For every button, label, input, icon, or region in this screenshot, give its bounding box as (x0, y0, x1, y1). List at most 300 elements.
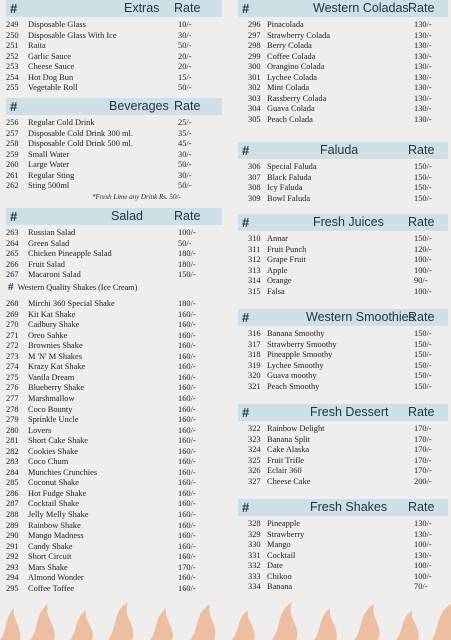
item-price: 160/- (178, 520, 196, 530)
item-number: 319 (248, 360, 261, 370)
item-number: 294 (6, 573, 19, 583)
item-price: 120/- (414, 244, 432, 254)
item-number: 262 (6, 181, 19, 191)
item-number: 274 (6, 362, 19, 372)
menu-item-row (6, 341, 221, 351)
menu-item-row (248, 361, 448, 371)
item-price: 160/- (178, 583, 196, 593)
section-hash: # (242, 405, 250, 420)
item-price: 130/- (414, 72, 432, 82)
item-name: Peach Smoothy (267, 381, 320, 391)
item-number: 313 (248, 265, 261, 275)
menu-item-row (6, 310, 221, 320)
menu-item-row (248, 477, 448, 487)
item-price: 50/- (178, 83, 192, 93)
menu-item-row (6, 447, 221, 457)
item-price: 150/- (414, 162, 432, 171)
item-number: 322 (248, 424, 261, 433)
item-name: Chikoo (267, 571, 292, 581)
item-number: 263 (6, 228, 19, 237)
section-hash: # (242, 500, 250, 515)
item-price: 130/- (414, 83, 432, 93)
item-name: Coffee Toffee (28, 583, 75, 593)
item-number: 315 (248, 286, 261, 296)
item-number: 328 (248, 519, 261, 528)
menu-item-row (248, 173, 448, 183)
menu-item-row (248, 561, 448, 571)
menu-item-row (6, 73, 221, 83)
item-name: Orange (267, 276, 292, 286)
menu-item-row (248, 382, 448, 392)
item-number: 272 (6, 341, 19, 351)
item-name: Apple (267, 265, 288, 275)
item-number: 271 (6, 330, 19, 340)
item-price: 130/- (414, 51, 432, 61)
item-name: Disposable Cold Drink 300 ml. (28, 128, 133, 138)
menu-item-row (6, 426, 221, 436)
menu-item-row (6, 394, 221, 404)
item-number: 323 (248, 434, 261, 444)
item-name: Mars Shake (28, 562, 68, 572)
section-subheader-shakes (8, 282, 137, 293)
item-name: Grape Fruit (267, 255, 306, 265)
item-name: Peach Colada (267, 114, 313, 124)
item-number: 302 (248, 83, 261, 93)
menu-item-row (6, 181, 221, 191)
menu-item-row (6, 52, 221, 62)
item-name: Small Water (28, 149, 70, 159)
item-number: 332 (248, 561, 261, 571)
item-number: 318 (248, 350, 261, 360)
item-price: 160/- (178, 457, 196, 467)
item-number: 266 (6, 259, 19, 269)
item-name: Fruit Salad (28, 259, 65, 269)
item-number: 249 (6, 20, 19, 29)
item-name: Special Faluda (267, 162, 317, 171)
item-price: 20/- (178, 51, 192, 61)
item-name: Large Water (28, 160, 70, 170)
menu-item-row (248, 104, 448, 114)
item-number: 280 (6, 425, 19, 435)
item-number: 250 (6, 30, 19, 40)
menu-item-row (248, 445, 448, 455)
item-number: 251 (6, 41, 19, 51)
menu-item-row (6, 171, 221, 181)
rate-header: Rate (174, 99, 201, 113)
item-price: 160/- (178, 552, 196, 562)
item-name: Berry Colada (267, 41, 312, 51)
item-name: Munchies Crunchies (28, 467, 98, 477)
item-price: 160/- (178, 425, 196, 435)
section-header-extras (6, 0, 222, 17)
rate-header: Rate (408, 1, 435, 15)
item-number: 275 (6, 372, 19, 382)
section-title-smoothies: Western Smoothies (306, 310, 415, 324)
item-price: 130/- (414, 41, 432, 51)
menu-item-row (248, 530, 448, 540)
item-name: Black Faluda (267, 172, 312, 182)
item-price: 50/- (178, 238, 192, 248)
menu-item-row (6, 405, 221, 415)
item-price: 130/- (414, 529, 432, 539)
item-name: Banana (267, 582, 293, 592)
item-name: Mango (267, 540, 291, 550)
item-price: 160/- (178, 404, 196, 414)
menu-item-row (248, 350, 448, 360)
item-number: 295 (6, 583, 19, 593)
item-name: Coffee Colada (267, 51, 316, 61)
item-number: 259 (6, 149, 19, 159)
item-name: Fruit Trifle (267, 455, 304, 465)
item-price: 100/- (414, 286, 432, 296)
item-number: 257 (6, 128, 19, 138)
item-price: 170/- (414, 455, 432, 465)
section-header-freshshakes (238, 499, 448, 516)
item-number: 326 (248, 466, 261, 476)
item-price: 150/- (414, 193, 432, 203)
item-name: Guava Colada (267, 104, 315, 114)
item-number: 300 (248, 62, 261, 72)
item-price: 100/- (414, 265, 432, 275)
item-name: Regular Cold Drink (28, 118, 95, 127)
item-price: 180/- (178, 249, 196, 259)
item-price: 160/- (178, 341, 196, 351)
item-number: 289 (6, 520, 19, 530)
menu-item-row (6, 139, 221, 149)
menu-item-row (6, 320, 221, 330)
item-number: 316 (248, 329, 261, 338)
item-number: 301 (248, 72, 261, 82)
item-name: Falsa (267, 286, 285, 296)
menu-item-row (248, 41, 448, 51)
item-price: 130/- (414, 519, 432, 528)
item-number: 270 (6, 320, 19, 330)
item-price: 160/- (178, 499, 196, 509)
item-name: Eclair 360 (267, 466, 302, 476)
item-name: Strawberry Smoothy (267, 339, 337, 349)
item-name: Hot Fudge Shake (28, 488, 87, 498)
rate-header: Rate (408, 215, 435, 229)
item-number: 279 (6, 415, 19, 425)
item-price: 35/- (178, 128, 192, 138)
section-header-dessert (238, 404, 448, 421)
item-name: Short Cake Shake (28, 436, 89, 446)
item-name: Jelly Melly Shake (28, 510, 89, 519)
item-price: 100/- (414, 561, 432, 571)
item-name: Pineapple Smoothy (267, 350, 333, 360)
rate-header: Rate (408, 405, 435, 419)
item-name: Lovers (28, 425, 52, 435)
item-name: Vanila Dream (28, 372, 75, 382)
menu-item-row (248, 435, 448, 445)
menu-item-row (6, 436, 221, 446)
item-price: 200/- (414, 476, 432, 486)
item-price: 150/- (414, 371, 432, 381)
item-price: 150/- (414, 183, 432, 193)
item-price: 25/- (178, 118, 192, 127)
item-name: Cookies Shake (28, 446, 79, 456)
item-number: 288 (6, 510, 19, 519)
item-name: Disposable Glass (28, 20, 86, 29)
flame-border-decoration (0, 600, 451, 640)
menu-item-row (6, 228, 221, 238)
section-hash: # (10, 1, 18, 16)
section-header-coladas (238, 0, 448, 17)
item-price: 130/- (414, 62, 432, 72)
menu-item-row (6, 41, 221, 51)
rate-header: Rate (408, 143, 435, 157)
item-name: Pineapple (267, 519, 301, 528)
item-price: 30/- (178, 170, 192, 180)
item-number: 253 (6, 62, 19, 72)
menu-item-row (6, 31, 221, 41)
item-number: 276 (6, 383, 19, 393)
item-price: 150/- (414, 329, 432, 338)
footnote-beverages: *Fresh Lime any Drink Rs. 50/- (92, 192, 181, 201)
section-header-faluda (238, 142, 448, 159)
item-name: Orangino Colada (267, 62, 325, 72)
item-price: 150/- (414, 381, 432, 391)
item-price: 70/- (414, 582, 428, 592)
item-number: 273 (6, 351, 19, 361)
item-price: 170/- (414, 466, 432, 476)
menu-item-row (248, 276, 448, 286)
item-name: Cadbury Shake (28, 320, 80, 330)
item-price: 150/- (414, 172, 432, 182)
item-price: 160/- (178, 446, 196, 456)
menu-item-row (6, 542, 221, 552)
item-name: Mirchi 360 Special Shake (28, 299, 115, 308)
menu-item-row (248, 371, 448, 381)
item-price: 150/- (414, 350, 432, 360)
item-name: Candy Shake (28, 541, 73, 551)
item-number: 330 (248, 540, 261, 550)
menu-item-row (248, 73, 448, 83)
item-price: 160/- (178, 478, 196, 488)
item-name: Disposable Glass With Ice (28, 30, 117, 40)
item-name: Cake Alaska (267, 445, 310, 455)
section-title-salad: Salad (111, 209, 143, 223)
menu-item-row (6, 510, 221, 520)
item-number: 287 (6, 499, 19, 509)
item-number: 317 (248, 339, 261, 349)
item-price: 150/- (414, 360, 432, 370)
item-price: 160/- (178, 320, 196, 330)
rate-header: Rate (408, 500, 435, 514)
menu-item-row (6, 62, 221, 72)
item-price: 160/- (178, 436, 196, 446)
item-name: Almond Wonder (28, 573, 84, 583)
item-name: Macaroni Salad (28, 270, 81, 280)
menu-item-row (248, 115, 448, 125)
item-price: 160/- (178, 372, 196, 382)
section-title-beverages: Beverages (109, 99, 169, 113)
item-number: 285 (6, 478, 19, 488)
menu-item-row (248, 287, 448, 297)
section-header-salad (6, 208, 222, 225)
menu-item-row (6, 362, 221, 372)
item-price: 150/- (414, 234, 432, 243)
item-price: 160/- (178, 362, 196, 372)
menu-item-row (248, 62, 448, 72)
section-header-smoothies (238, 309, 448, 326)
item-number: 269 (6, 309, 19, 319)
item-name: Green Salad (28, 238, 70, 248)
item-number: 265 (6, 249, 19, 259)
menu-item-row (6, 457, 221, 467)
section-title-dessert: Fresh Dessert (310, 405, 389, 419)
item-number: 282 (6, 446, 19, 456)
menu-item-row (6, 521, 221, 531)
menu-item-row (248, 20, 448, 30)
item-number: 252 (6, 51, 19, 61)
menu-item-row (248, 582, 448, 592)
item-name: Bowl Faluda (267, 193, 311, 203)
item-name: Coco Bounty (28, 404, 73, 414)
menu-item-row (6, 83, 221, 93)
menu-item-row (6, 552, 221, 562)
item-name: Chicken Pineapple Salad (28, 249, 112, 259)
item-price: 30/- (178, 30, 192, 40)
item-number: 324 (248, 445, 261, 455)
menu-item-row (6, 129, 221, 139)
item-price: 160/- (178, 531, 196, 541)
menu-item-row (248, 540, 448, 550)
rate-header: Rate (408, 310, 435, 324)
menu-item-row (6, 150, 221, 160)
section-title-shakes: Western Quality Shakes (Ice Cream) (17, 283, 138, 292)
item-name: Mango Madness (28, 531, 84, 541)
item-name: Coco Chum (28, 457, 69, 467)
menu-item-row (6, 373, 221, 383)
item-name: Rainbow Delight (267, 424, 325, 433)
section-hash: # (242, 310, 250, 325)
item-name: Lychee Smoothy (267, 360, 324, 370)
item-price: 160/- (178, 510, 196, 519)
item-price: 50/- (178, 160, 192, 170)
item-price: 100/- (414, 571, 432, 581)
item-number: 299 (248, 51, 261, 61)
item-number: 286 (6, 488, 19, 498)
item-number: 334 (248, 582, 261, 592)
item-price: 160/- (178, 488, 196, 498)
item-price: 50/- (178, 181, 192, 191)
item-name: Pinacolada (267, 20, 304, 29)
menu-item-row (6, 160, 221, 170)
item-number: 278 (6, 404, 19, 414)
menu-item-row (248, 340, 448, 350)
item-name: Blueberry Shake (28, 383, 85, 393)
item-name: Vegetable Roll (28, 83, 78, 93)
section-title-extras: Extras (124, 1, 160, 15)
item-price: 180/- (178, 299, 196, 308)
section-hash: # (242, 1, 250, 16)
menu-item-row (248, 245, 448, 255)
item-price: 130/- (414, 20, 432, 29)
item-price: 130/- (414, 93, 432, 103)
item-number: 283 (6, 457, 19, 467)
item-name: Raita (28, 41, 46, 51)
item-price: 150/- (178, 270, 196, 280)
item-number: 260 (6, 160, 19, 170)
item-price: 10/- (178, 20, 192, 29)
item-price: 170/- (178, 562, 196, 572)
item-number: 277 (6, 393, 19, 403)
section-hash: # (242, 143, 250, 158)
item-price: 90/- (414, 276, 428, 286)
item-price: 180/- (178, 259, 196, 269)
item-price: 130/- (414, 114, 432, 124)
item-price: 130/- (414, 550, 432, 560)
item-number: 333 (248, 571, 261, 581)
item-number: 291 (6, 541, 19, 551)
menu-item-row (248, 31, 448, 41)
menu-item-row (248, 194, 448, 204)
item-price: 100/- (414, 255, 432, 265)
item-number: 290 (6, 531, 19, 541)
item-name: Short Circuit (28, 552, 72, 562)
item-price: 160/- (178, 351, 196, 361)
item-number: 256 (6, 118, 19, 127)
item-price: 160/- (178, 393, 196, 403)
item-price: 160/- (178, 541, 196, 551)
rate-header: Rate (174, 1, 201, 15)
menu-item-row (6, 20, 221, 30)
menu-item-row (6, 478, 221, 488)
item-number: 292 (6, 552, 19, 562)
item-number: 258 (6, 139, 19, 149)
item-number: 293 (6, 562, 19, 572)
menu-item-row (6, 118, 221, 128)
item-name: Strawberry Colada (267, 30, 331, 40)
item-name: Fruit Punch (267, 244, 307, 254)
section-hash: # (10, 209, 18, 224)
item-name: Rassberry Colada (267, 93, 327, 103)
item-number: 267 (6, 270, 19, 280)
item-name: Sting 500ml (28, 181, 70, 191)
section-hash: # (8, 282, 14, 293)
menu-item-row (248, 266, 448, 276)
item-number: 264 (6, 238, 19, 248)
item-number: 308 (248, 183, 261, 193)
item-number: 327 (248, 476, 261, 486)
menu-item-row (248, 572, 448, 582)
item-name: Banana Split (267, 434, 311, 444)
item-number: 268 (6, 299, 19, 308)
menu-item-row (6, 260, 221, 270)
item-number: 314 (248, 276, 261, 286)
menu-item-row (6, 249, 221, 259)
menu-item-row (248, 234, 448, 244)
item-name: Cheese Sauce (28, 62, 75, 72)
menu-item-row (248, 94, 448, 104)
rate-header: Rate (174, 209, 201, 223)
item-number: 254 (6, 72, 19, 82)
item-number: 307 (248, 172, 261, 182)
item-number: 331 (248, 550, 261, 560)
item-number: 303 (248, 93, 261, 103)
item-price: 50/- (178, 41, 192, 51)
menu-item-row (248, 466, 448, 476)
menu-item-row (6, 331, 221, 341)
item-price: 45/- (178, 139, 192, 149)
item-number: 298 (248, 41, 261, 51)
item-number: 304 (248, 104, 261, 114)
menu-item-row (6, 563, 221, 573)
item-price: 160/- (178, 415, 196, 425)
item-name: Brownies Shake (28, 341, 83, 351)
item-number: 261 (6, 170, 19, 180)
